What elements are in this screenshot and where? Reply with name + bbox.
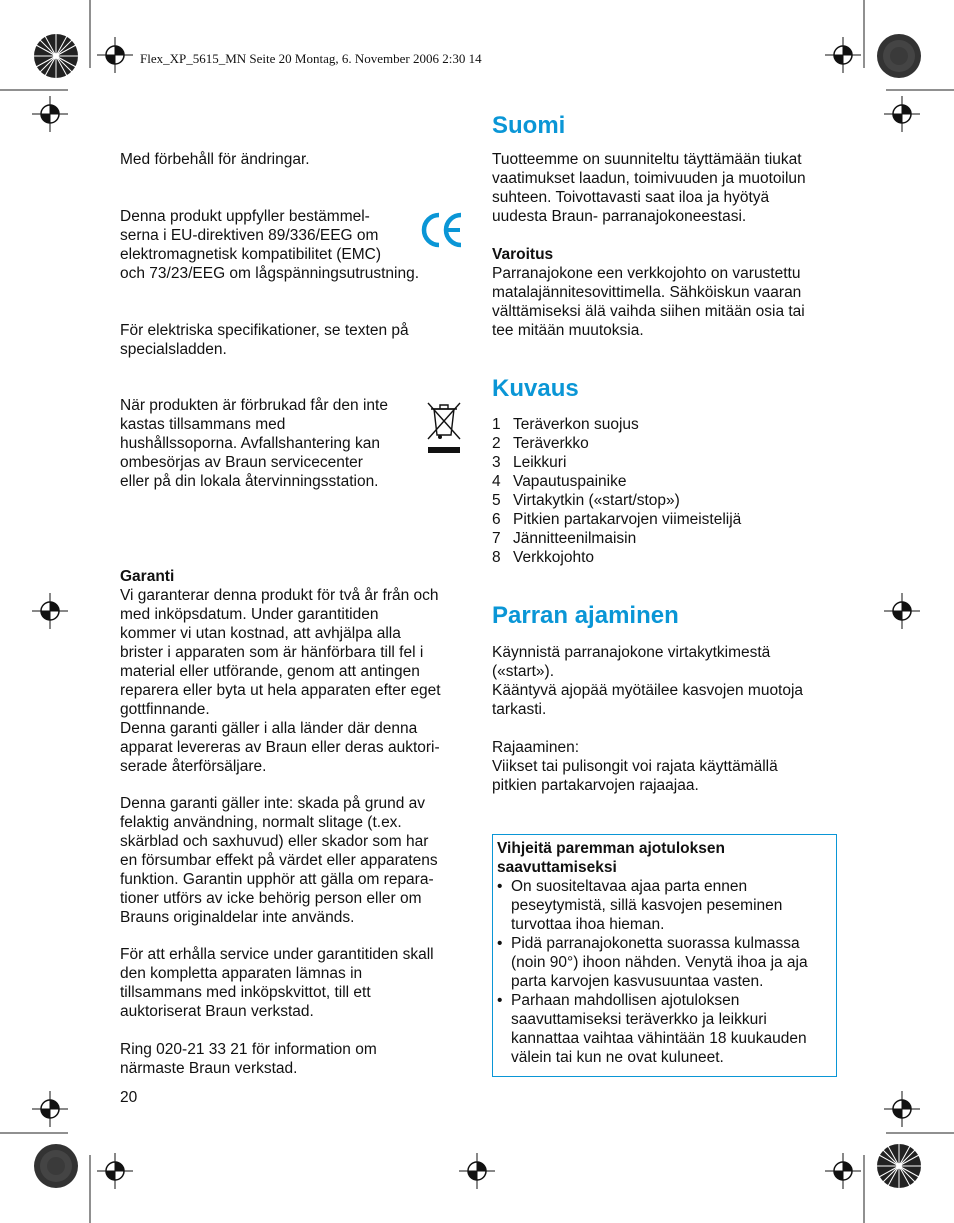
warranty-paragraph-3: För att erhålla service under garantitiden skall den kompletta apparaten lämnas in tillsammans med inköpskvittot, till ett auktoriserat Braun verkstad.	[120, 946, 434, 1020]
registration-mark-icon	[884, 1091, 920, 1127]
parts-list	[492, 415, 741, 567]
list-item: 7 Jännitteenilmaisin	[492, 530, 637, 547]
print-file-header: Flex_XP_5615_MN Seite 20 Montag, 6. November 2006 2:30 14	[140, 51, 482, 66]
gray-target-icon	[33, 1143, 79, 1189]
ce-compliance-text: Denna produkt uppfyller bestämmel- serna i EU-direktiven 89/336/EEG om elektromagnetisk kompatibilitet (EMC) och 73/23/EEG om lågspänningsutrustning.	[120, 208, 419, 282]
registration-mark-icon	[97, 1153, 133, 1189]
registration-mark-icon	[32, 96, 68, 132]
list-item: • Pidä parranajokonetta suorassa kulmassa (noin 90°) ihoon nähden. Venytä ihoa ja aja parta karvojen kasvusuuntaa vasten.	[497, 935, 808, 990]
shaving-paragraph-1: Käynnistä parranajokone virtakytkimestä («start»). Kääntyvä ajopää myötäilee kasvojen muotoja tarkasti.	[492, 644, 804, 718]
registration-mark-icon	[825, 37, 861, 73]
warranty-paragraph-4: Ring 020-21 33 21 för information om närmaste Braun verkstad.	[120, 1041, 377, 1077]
warranty-paragraph-2: Denna garanti gäller inte: skada på grund av felaktig användning, normalt slitage (t.ex. skärblad och saxhuvud) eller skador som har en försumbar effekt på värdet eller apparatens funktion. Garantin upphör att gälla om repara- tioner utförs av icke behörig person eller om Brauns originaldelar inte används.	[120, 795, 438, 926]
registration-mark-icon	[459, 1153, 495, 1189]
tips-title: Vihjeitä paremman ajotuloksen saavuttamiseksi	[497, 840, 725, 876]
registration-mark-icon	[32, 1091, 68, 1127]
list-item: 6 Pitkien partakarvojen viimeistelijä	[492, 511, 742, 528]
reservation-note: Med förbehåll för ändringar.	[120, 151, 310, 168]
list-item: • On suositeltavaa ajaa parta ennen peseytymistä, sillä kasvojen peseminen turvottaa ihoa hieman.	[497, 878, 783, 933]
finnish-intro: Tuotteemme on suunniteltu täyttämään tiukat vaatimukset laadun, toimivuuden ja muotoilun suhteen. Toivottavasti saat iloa ja hyötyä uudesta Braun- parranajokoneestasi.	[492, 151, 806, 225]
registration-mark-icon	[97, 37, 133, 73]
warranty-title: Garanti	[120, 568, 175, 585]
crossed-bin-icon	[424, 399, 464, 455]
list-item: 5 Virtakytkin («start/stop»)	[492, 492, 680, 509]
star-target-icon	[876, 1143, 922, 1189]
section-title-kuvaus: Kuvaus	[492, 375, 579, 402]
shaving-paragraph-2: Rajaaminen: Viikset tai pulisongit voi rajata käyttämällä pitkien partakarvojen rajaajaa.	[492, 739, 778, 794]
registration-mark-icon	[884, 96, 920, 132]
registration-mark-icon	[32, 593, 68, 629]
list-item: 4 Vapautuspainike	[492, 473, 627, 490]
section-title-parran-ajaminen: Parran ajaminen	[492, 602, 679, 629]
warning-text: Parranajokone een verkkojohto on varustettu matalajännitesovittimella. Sähköiskun vaaran välttämiseksi älä vaihda siihen mitään osia tai tee mitään muutoksia.	[492, 265, 805, 339]
section-title-suomi: Suomi	[492, 112, 566, 139]
ce-mark-icon	[420, 211, 464, 249]
list-item: 1 Teräverkon suojus	[492, 416, 639, 433]
list-item: 8 Verkkojohto	[492, 549, 594, 566]
tips-list	[497, 877, 833, 1067]
warning-title: Varoitus	[492, 246, 554, 263]
warranty-paragraph-1: Vi garanterar denna produkt för två år från och med inköpsdatum. Under garantitiden kommer vi utan kostnad, att avhjälpa alla brister i apparaten som är hänförbara till fel i material eller utförande, genom att antingen reparera eller byta ut hela apparaten efter eget gottfinnande. Denna garanti gäller i alla länder där denna apparat levereras av Braun eller deras auktori- serade återförsäljare.	[120, 587, 441, 775]
disposal-text: När produkten är förbrukad får den inte kastas tillsammans med hushållssoporna. Avfallshantering kan ombesörjas av Braun servicecenter eller på din lokala återvinningsstation.	[120, 397, 388, 490]
registration-mark-icon	[825, 1153, 861, 1189]
list-item: 3 Leikkuri	[492, 454, 567, 471]
list-item: 2 Teräverkko	[492, 435, 589, 452]
gray-target-icon	[876, 33, 922, 79]
page-number: 20	[120, 1089, 138, 1106]
star-target-icon	[33, 33, 79, 79]
electrical-spec-text: För elektriska specifikationer, se texten på specialsladden.	[120, 322, 409, 358]
registration-mark-icon	[884, 593, 920, 629]
list-item: • Parhaan mahdollisen ajotuloksen saavuttamiseksi teräverkko ja leikkuri kannattaa vaihtaa vähintään 18 kuukauden välein tai kun ne ovat kuluneet.	[497, 992, 807, 1066]
